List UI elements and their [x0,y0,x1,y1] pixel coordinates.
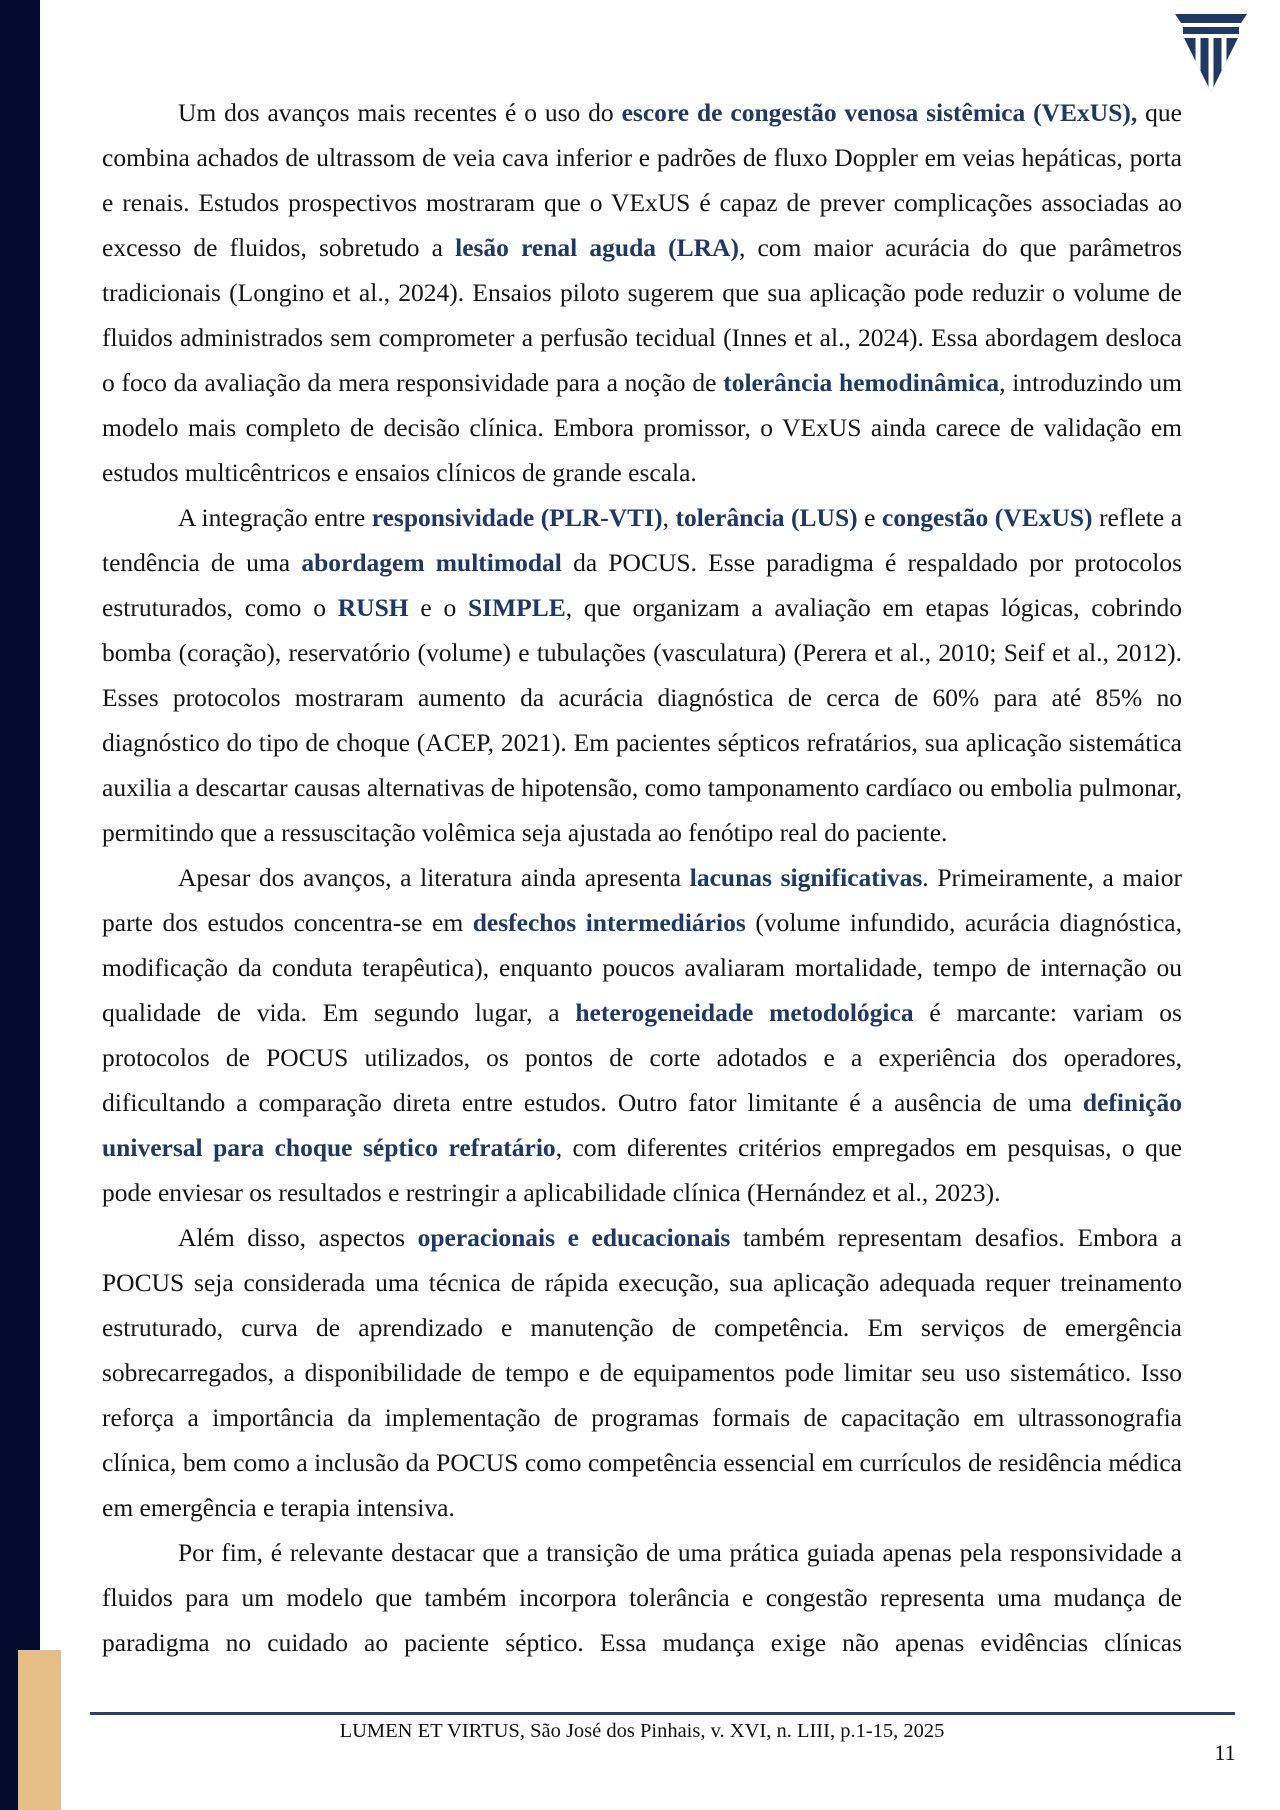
emphasis-term: responsividade (PLR-VTI) [371,503,663,532]
body-text: Além disso, aspectos [178,1223,418,1252]
body-text: A integração entre [178,503,372,532]
body-text: que combina achados de ultrassom de veia cava inferior e padrões de fluxo Doppler em veias hepáticas, porta e renais. Estudos prospectivos mostraram que o VExUS é capaz de prever complicações associadas ao excesso de fluidos, sobretudo a [102,98,1182,262]
body-text: , introduzindo um modelo mais completo de decisão clínica. Embora promissor, o VExUS ainda carece de validação em estudos multicêntricos e ensaios clínicos de grande escala. [102,368,1182,487]
body-text: Um dos avanços mais recentes é o uso do [178,98,622,127]
sidebar-tan-bar [18,1650,61,1810]
body-text: reflete a tendência de uma [102,503,1183,577]
emphasis-term: tolerância (LUS) [675,503,858,532]
emphasis-term: escore de congestão venosa sistêmica (VExUS), [621,98,1138,127]
journal-citation-line: LUMEN ET VIRTUS, São José dos Pinhais, v. XVI, n. LIII, p.1-15, 2025 [339,1720,945,1742]
body-text: é marcante: variam os protocolos de POCUS utilizados, os pontos de corte adotados e a experiência dos operadores, dificultando a comparação direta entre estudos. Outro fator limitante é a ausência de uma [102,998,1182,1117]
paragraph [102,495,1182,855]
body-text: também representam desafios. Embora a POCUS seja considerada uma técnica de rápida execução, sua aplicação adequada requer treinamento estruturado, curva de aprendizado e manutenção de competência. Em serviços de emergência sobrecarregados, a disponibilidade de tempo e de equipamentos pode limitar seu uso sistemático. Isso reforça a importância da implementação de programas formais de capacitação em ultrassonografia clínica, bem como a inclusão da POCUS como competência essencial em currículos de residência médica em emergência e terapia intensiva. [102,1223,1182,1522]
emphasis-term: lacunas significativas [689,863,923,892]
emphasis-term: RUSH [337,593,409,622]
paragraph [102,855,1182,1215]
emphasis-term: SIMPLE [467,593,566,622]
column-pillar-logo-icon [1170,14,1252,94]
body-text: Por fim, é relevante destacar que a transição de uma prática guiada apenas pela responsividade a fluidos para um modelo que também incorpora tolerância e congestão representa uma mudança de paradigma no cuidado ao paciente séptico. Essa mudança exige não apenas evidências clínicas [102,1538,1182,1657]
emphasis-term: lesão renal aguda (LRA) [455,233,739,262]
text-body [102,90,1182,1665]
paragraph [102,90,1182,495]
body-text: , com diferentes critérios empregados em pesquisas, o que pode enviesar os resultados e restringir a aplicabilidade clínica (Hernández et al., 2023). [102,1133,1182,1207]
body-text: , com maior acurácia do que parâmetros tradicionais (Longino et al., 2024). Ensaios piloto sugerem que sua aplicação pode reduzir o volume de fluidos administrados sem comprometer a perfusão tecidual (Innes et al., 2024). Essa abordagem desloca o foco da avaliação da mera responsividade para a noção de [102,233,1182,397]
emphasis-term: congestão (VExUS) [882,503,1093,532]
body-text: da POCUS. Esse paradigma é respaldado por protocolos estruturados, como o [102,548,1183,622]
body-text: . Primeiramente, a maior parte dos estudos concentra-se em [102,863,1182,937]
page-number: 11 [1214,1740,1236,1765]
body-text: Apesar dos avanços, a literatura ainda apresenta [178,863,690,892]
emphasis-term: heterogeneidade metodológica [575,998,914,1027]
body-text: e [857,503,883,532]
footer-divider [90,1712,1235,1715]
emphasis-term: operacionais e educacionais [417,1223,731,1252]
emphasis-term: abordagem multimodal [301,548,562,577]
paragraph [102,1215,1182,1530]
paragraph [102,1530,1182,1665]
body-text: e o [408,593,468,622]
body-text: (volume infundido, acurácia diagnóstica, modificação da conduta terapêutica), enquanto poucos avaliaram mortalidade, tempo de internação ou qualidade de vida. Em segundo lugar, a [102,908,1182,1027]
body-text: , que organizam a avaliação em etapas lógicas, cobrindo bomba (coração), reservatório (volume) e tubulações (vasculatura) (Perera et al., 2010; Seif et al., 2012). Esses protocolos mostraram aumento da acurácia diagnóstica de cerca de 60% para até 85% no diagnóstico do tipo de choque (ACEP, 2021). Em pacientes sépticos refratários, sua aplicação sistemática auxilia a descartar causas alternativas de hipotensão, como tamponamento cardíaco ou embolia pulmonar, permitindo que a ressuscitação volêmica seja ajustada ao fenótipo real do paciente. [102,593,1182,847]
emphasis-term: desfechos intermediários [472,908,746,937]
emphasis-term: tolerância hemodinâmica [723,368,1000,397]
sidebar-navy-bar [0,0,40,1810]
emphasis-term: definição universal para choque séptico refratário [102,1088,1182,1162]
body-text: , [662,503,676,532]
